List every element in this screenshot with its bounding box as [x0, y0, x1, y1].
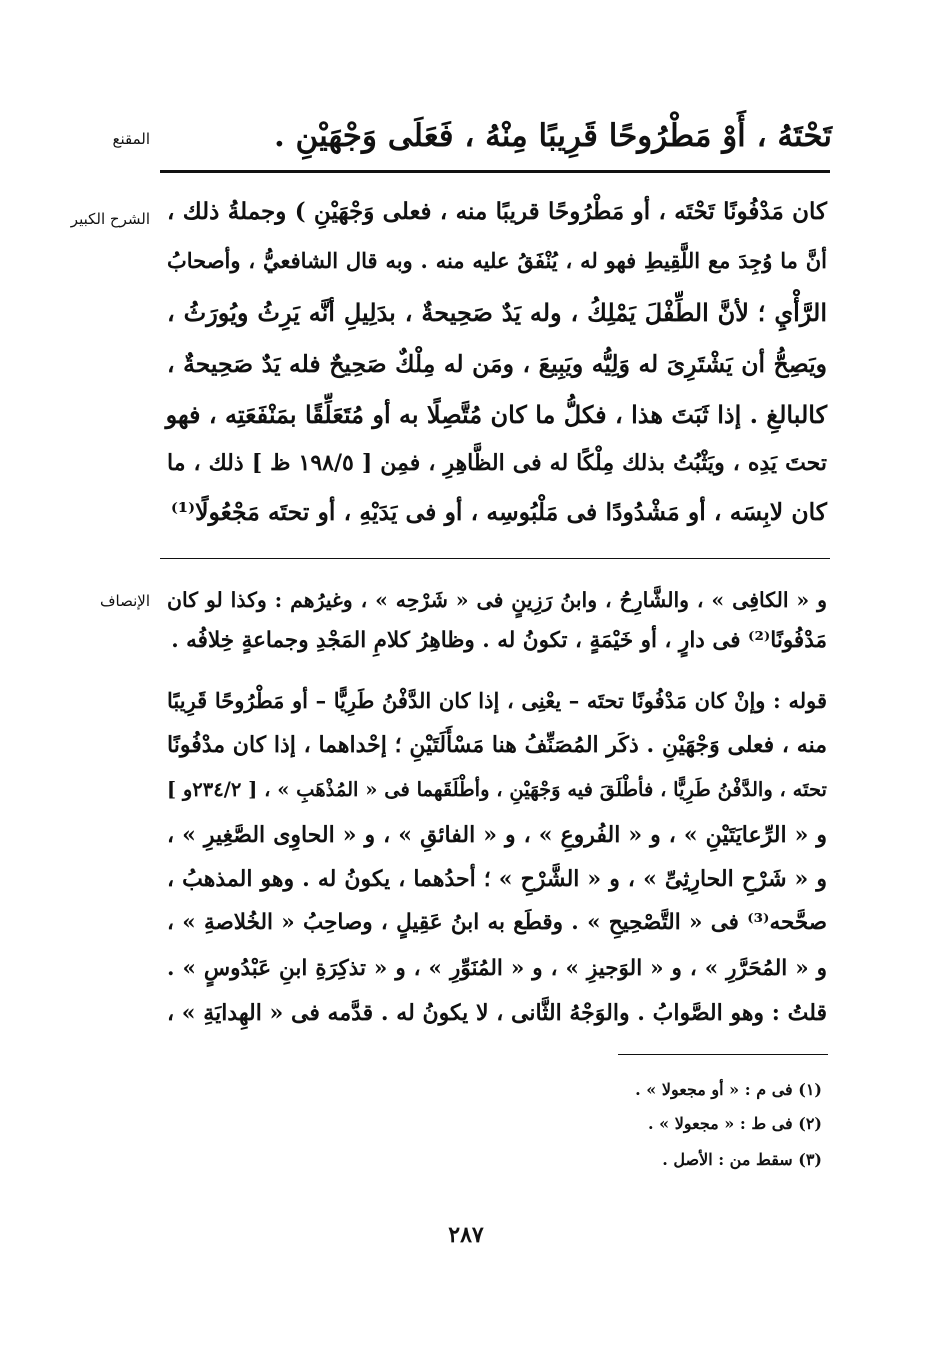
- page-number: ٢٨٧: [448, 1222, 484, 1248]
- insaf-line: و « شَرْحِ الحارِثِىِّ » ، و « الشَّرْحِ » ؛ أحدُهما ، يكونُ له . وهو المذهبُ ،: [167, 866, 827, 892]
- insaf-line: مَدْفُونًا⁽²⁾ فى دارٍ ، أو خَيْمَةٍ ، تكونُ له . وظاهِرُ كلامِ المَجْدِ وجماعةٍ خِلافُه .: [171, 628, 827, 653]
- insaf-line: تحتَه ، والدَّفْنُ طَرِيًّا ، فأطْلَقَ فيه وَجْهَيْنِ ، وأطْلَقَهما فى « المُذْهَبِ » ، [ ٢٣٤/٢و ]: [166, 778, 827, 801]
- muqni-label: المقنع: [112, 130, 150, 148]
- muqni-text: تَحْتَهُ ، أَوْ مَطْرُوحًا قَرِيبًا مِنْهُ ، فَعَلَى وَجْهَيْنِ .: [273, 118, 832, 154]
- footnote: (٣) سقط من : الأصل .: [662, 1150, 822, 1169]
- insaf-line: و « المُحَرَّرِ » ، و « الوَجيزِ » ، و « المُنَوِّرِ » ، و « تذكِرَةِ ابنِ عَبْدُوسٍ » .: [167, 956, 827, 981]
- sharh-line: الرَّأْيِ ؛ لأنَّ الطِّفْلَ يَمْلِكُ ، وله يَدٌ صَحِيحةٌ ، بدَلِيلِ أنَّه يَرِثُ ويُورَثُ ،: [167, 298, 827, 327]
- sharh-label: الشرح الكبير: [70, 210, 150, 228]
- insaf-line: صحَّحه⁽³⁾ فى « التَّصْحِيحِ » . وقطَع به ابنُ عَقِيلٍ ، وصاحِبُ « الخُلاصةِ » ،: [167, 910, 827, 935]
- section-rule: [160, 558, 830, 559]
- insaf-line: قلتُ : وهو الصَّوابُ . والوَجْهُ الثَّانى ، لا يكونُ له . قدَّمه فى « الهِدايَةِ » ،: [167, 1000, 827, 1026]
- insaf-line: و « الرِّعايَتَيْنِ » ، و « الفُروعِ » ، و « الفائقِ » ، و « الحاوِى الصَّغِيرِ » ،: [167, 822, 827, 848]
- sharh-line: ويَصِحُّ أن يَشْتَرِىَ له وَلِيُّه ويَبِيعَ ، ومَن له مِلْكٌ صَحِيحٌ فله يَدٌ صَحِيحةٌ ،: [167, 350, 827, 378]
- sharh-line: أنَّ ما وُجِدَ مع اللَّقِيطِ فهو له ، يُنْفَقُ عليه منه . وبه قال الشافعيُّ ، وأصحابُ: [167, 248, 827, 273]
- insaf-label: الإنصاف: [99, 592, 150, 610]
- sharh-line: كالبالغِ . إذا ثَبَتَ هذا ، فكلُّ ما كان مُتَّصِلًا به أو مُتَعَلِّقًا بمَنْفَعَتِه ، فهو: [165, 400, 827, 429]
- sharh-line: كان لابِسَه ، أو مَشْدُودًا فى مَلْبُوسِه ، أو فى يَدَيْهِ ، أو تحتَه مَجْعُولًا⁽¹⁾: [170, 498, 827, 526]
- insaf-line: و « الكافِى » ، والشَّارِحُ ، وابنُ رَزِينٍ فى « شَرْحِه » ، وغيرُهم : وكذا لو كان: [167, 588, 827, 612]
- insaf-line: قوله : وإنْ كان مَدْفُونًا تحتَه – يعْنِى ، إذا كان الدَّفْنُ طَرِيًّا – أو مَطْرُوحًا قَرِيبًا: [167, 688, 827, 713]
- insaf-line: منه ، فعلى وَجْهَيْنِ . ذكَر المُصَنِّفُ هنا مَسْأَلَتَيْنِ ؛ إحْداهما ، إذا كان مدْفُونًا: [167, 732, 827, 758]
- footnote: (١) فى م : « أو مجعولا » .: [635, 1080, 822, 1099]
- sharh-line: كان مَدْفُونًا تَحْتَه ، أو مَطْرُوحًا قريبًا منه ، فعلى وَجْهَيْنِ ) وجملةُ ذلك ،: [167, 198, 827, 225]
- footnote-rule: [618, 1054, 828, 1055]
- sharh-line: تحتَ يَدِه ، ويَثْبُتُ بذلك مِلْكًا له فى الظَّاهِرِ ، فمِن [ ١٩٨/٥ ظ ] ذلك ، ما: [167, 450, 828, 476]
- footnote: (٢) فى ط : « مجعولا » .: [648, 1114, 822, 1133]
- header-rule: [160, 170, 830, 173]
